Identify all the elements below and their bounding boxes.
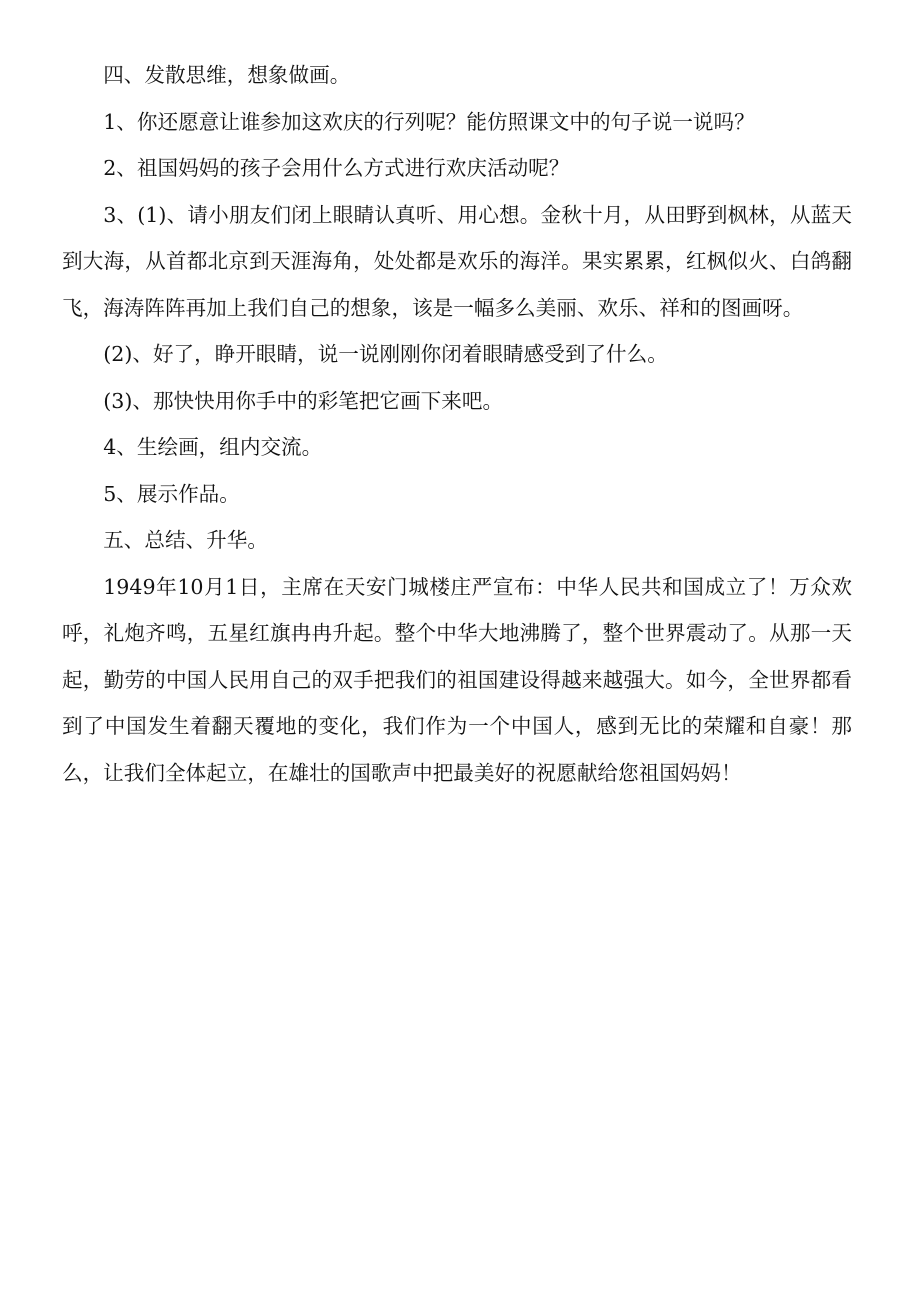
section-heading-5: 五、总结、升华。 bbox=[103, 528, 268, 552]
section-heading-4: 四、发散思维，想象做画。 bbox=[103, 63, 351, 87]
list-item-3-2: (2)、好了，睁开眼睛，说一说刚刚你闭着眼睛感受到了什么。 bbox=[103, 342, 668, 366]
list-item-5: 5、展示作品。 bbox=[103, 481, 240, 506]
summary-paragraph: 1949年10月1日，主席在天安门城楼庄严宣布：中华人民共和国成立了！万众欢呼，礼炮齐鸣，五星红旗冉冉升起。整个中华大地沸腾了，整个世界震动了。从那一天起，勤劳的中国人民用自己的双手把我们的祖国建设得越来越强大。如今，全世界都看到了中国发生着翻天覆地的变化，我们作为一个中国人，感到无比的荣耀和自豪！那么，让我们全体起立，在雄壮的国歌声中把最美好的祝愿献给您祖国妈妈！ bbox=[62, 574, 852, 785]
list-item-3-1: 3、(1)、请小朋友们闭上眼睛认真听、用心想。金秋十月，从田野到枫林，从蓝天到大海，从首都北京到天涯海角，处处都是欢乐的海洋。果实累累，红枫似火、白鸽翻飞，海涛阵阵再加上我们自己的想象，该是一幅多么美丽、欢乐、祥和的图画呀。 bbox=[62, 202, 852, 320]
document-page bbox=[62, 52, 852, 796]
list-item-1: 1、你还愿意让谁参加这欢庆的行列呢？能仿照课文中的句子说一说吗？ bbox=[103, 109, 755, 134]
list-item-4: 4、生绘画，组内交流。 bbox=[103, 435, 323, 459]
list-item-3-3: (3)、那快快用你手中的彩笔把它画下来吧。 bbox=[103, 388, 504, 413]
list-item-2: 2、祖国妈妈的孩子会用什么方式进行欢庆活动呢？ bbox=[103, 156, 570, 180]
